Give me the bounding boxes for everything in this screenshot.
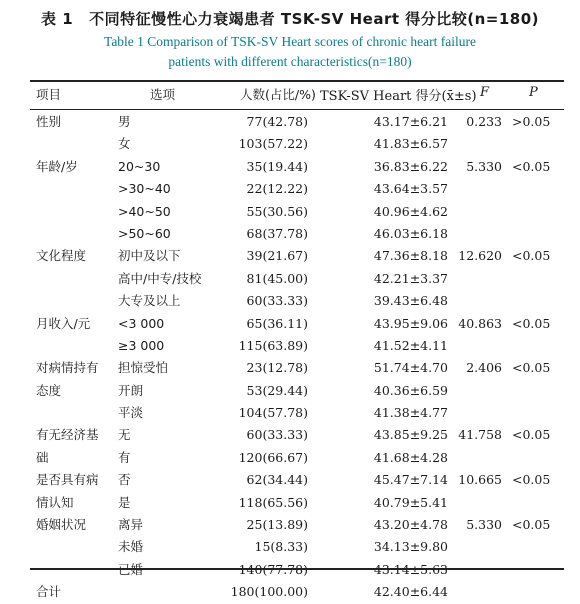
- table-row: [0, 424, 580, 446]
- top-rule: [30, 80, 564, 82]
- row-item: 文化程度: [36, 248, 87, 264]
- row-option: ≥3 000: [118, 337, 165, 353]
- table-row: [0, 492, 580, 514]
- row-option: 否: [118, 472, 131, 488]
- row-score: 41.38±4.77: [373, 405, 448, 421]
- row-count: 55(30.56): [246, 203, 308, 219]
- row-score: 34.13±9.80: [373, 539, 448, 555]
- row-f: 5.330: [466, 158, 502, 174]
- table-row: [0, 245, 580, 267]
- row-option: 平淡: [118, 405, 144, 421]
- row-count: 118(65.56): [238, 494, 308, 510]
- row-f: 5.330: [466, 517, 502, 533]
- row-count: 115(63.89): [238, 337, 308, 353]
- row-option: 担惊受怕: [118, 360, 169, 376]
- row-p: >0.05: [512, 114, 551, 129]
- row-count: 68(37.78): [246, 225, 308, 241]
- row-score: 43.20±4.78: [373, 517, 448, 533]
- table-title-en-line1: Table 1 Comparison of TSK-SV Heart scores of chronic heart failure: [104, 34, 476, 49]
- table-row: [0, 536, 580, 558]
- row-count: 23(12.78): [246, 360, 308, 376]
- row-item: 月收入/元: [36, 315, 91, 331]
- row-p: <0.05: [512, 158, 551, 174]
- table-title-en-line2: patients with different characteristics(n=180): [168, 54, 412, 69]
- header-score: TSK-SV Heart 得分(x̄±s): [320, 89, 477, 104]
- row-count: 180(100.00): [230, 584, 308, 600]
- row-option: 未婚: [118, 539, 144, 555]
- row-f: 0.233: [466, 114, 502, 129]
- row-count: 65(36.11): [246, 315, 308, 331]
- row-option: 是: [118, 494, 131, 510]
- table-row: [0, 156, 580, 178]
- header-f: F: [480, 85, 490, 100]
- table-row: [0, 223, 580, 245]
- row-score: [374, 559, 448, 581]
- row-p: <0.05: [512, 360, 551, 376]
- row-score: 41.68±4.28: [373, 449, 448, 465]
- row-item: 情认知: [36, 494, 74, 510]
- row-score: 40.96±4.62: [373, 203, 448, 219]
- row-option: 20~30: [118, 158, 161, 174]
- row-score: 45.47±7.14: [373, 472, 448, 488]
- row-count: 25(13.89): [246, 517, 308, 533]
- table-row: [0, 290, 580, 312]
- row-p: <0.05: [512, 427, 551, 443]
- row-f: 12.620: [458, 248, 502, 264]
- table-body: [0, 111, 580, 604]
- row-item: 年龄/岁: [36, 158, 78, 174]
- row-item: 是否具有病: [36, 472, 99, 488]
- header-item: 项目: [36, 87, 62, 102]
- table-title-text: 不同特征慢性心力衰竭患者 TSK-SV Heart 得分比较(n=180): [89, 10, 540, 28]
- table-row: [0, 469, 580, 491]
- row-score: 41.52±4.11: [373, 337, 448, 353]
- row-count: 15(8.33): [254, 539, 308, 555]
- table-row: [0, 178, 580, 200]
- row-score: 43.95±9.06: [373, 315, 448, 331]
- row-f: 10.665: [458, 472, 502, 488]
- row-count: 60(33.33): [246, 427, 308, 443]
- row-item: 对病情持有: [36, 360, 99, 376]
- row-count: 53(29.44): [246, 382, 308, 398]
- row-option: 离异: [118, 517, 144, 533]
- row-score: 39.43±6.48: [373, 293, 448, 309]
- row-p: <0.05: [512, 517, 551, 533]
- row-option: [118, 559, 143, 581]
- row-count: 77(42.78): [246, 114, 308, 129]
- table-row: [0, 581, 580, 603]
- table-row: [0, 447, 580, 469]
- row-item: 婚姻状况: [36, 517, 87, 533]
- row-item: 础: [36, 449, 49, 465]
- row-option: 无: [118, 427, 131, 443]
- table-row: [0, 313, 580, 335]
- table-row: [0, 402, 580, 424]
- row-item: 性别: [36, 114, 62, 129]
- row-score: 43.17±6.21: [373, 114, 448, 129]
- row-count: 81(45.00): [246, 270, 308, 286]
- row-option: 开朗: [118, 382, 144, 398]
- row-p: <0.05: [512, 472, 551, 488]
- row-count: 120(66.67): [238, 449, 308, 465]
- row-option: 大专及以上: [118, 293, 181, 309]
- header-option: 选项: [150, 87, 176, 102]
- row-score: 36.83±6.22: [373, 158, 448, 174]
- row-option: 女: [118, 136, 131, 152]
- row-count: [239, 559, 308, 581]
- table-row: [0, 268, 580, 290]
- row-option: <3 000: [118, 315, 165, 331]
- row-score: 42.40±6.44: [373, 584, 448, 600]
- row-score: 46.03±6.18: [373, 225, 448, 241]
- row-option: >50~60: [118, 225, 171, 241]
- row-score: 51.74±4.70: [373, 360, 448, 376]
- row-count: 103(57.22): [238, 136, 308, 152]
- row-option: >40~50: [118, 203, 171, 219]
- bottom-rule: [30, 568, 564, 570]
- row-option: 有: [118, 449, 131, 465]
- row-count: 62(34.44): [246, 472, 308, 488]
- row-count: 39(21.67): [246, 248, 308, 264]
- table-title-cn: [0, 8, 580, 29]
- row-item: 态度: [36, 382, 62, 398]
- row-option: 初中及以下: [118, 248, 181, 264]
- row-score: 40.36±6.59: [373, 382, 448, 398]
- row-count: 104(57.78): [238, 405, 308, 421]
- row-score: 40.79±5.41: [373, 494, 448, 510]
- row-f: 41.758: [458, 427, 502, 443]
- row-option: 高中/中专/技校: [118, 270, 202, 286]
- row-item: 有无经济基: [36, 427, 99, 443]
- table-row: [0, 559, 580, 581]
- row-count: 60(33.33): [246, 293, 308, 309]
- table-number: 表 1: [40, 10, 74, 28]
- table-row: [0, 111, 580, 133]
- header-p: P: [529, 85, 538, 100]
- row-count: 35(19.44): [246, 158, 308, 174]
- table-row: [0, 133, 580, 155]
- row-score: 43.85±9.25: [373, 427, 448, 443]
- table-row: [0, 335, 580, 357]
- table-header: [0, 85, 580, 107]
- header-rule: [30, 109, 564, 110]
- row-score: 47.36±8.18: [373, 248, 448, 264]
- table-row: [0, 380, 580, 402]
- row-item: 合计: [36, 584, 62, 600]
- row-count: 22(12.22): [246, 181, 308, 197]
- table-row: [0, 514, 580, 536]
- row-p: <0.05: [512, 248, 551, 264]
- header-count: 人数(占比/%): [240, 87, 316, 102]
- row-score: 43.64±3.57: [373, 181, 448, 197]
- row-score: 41.83±6.57: [373, 136, 448, 152]
- row-score: 42.21±3.37: [373, 270, 448, 286]
- table-row: [0, 201, 580, 223]
- row-f: 40.863: [458, 315, 502, 331]
- row-option: 男: [118, 114, 131, 129]
- row-f: 2.406: [466, 360, 502, 376]
- row-option: >30~40: [118, 181, 171, 197]
- row-p: <0.05: [512, 315, 551, 331]
- table-row: [0, 357, 580, 379]
